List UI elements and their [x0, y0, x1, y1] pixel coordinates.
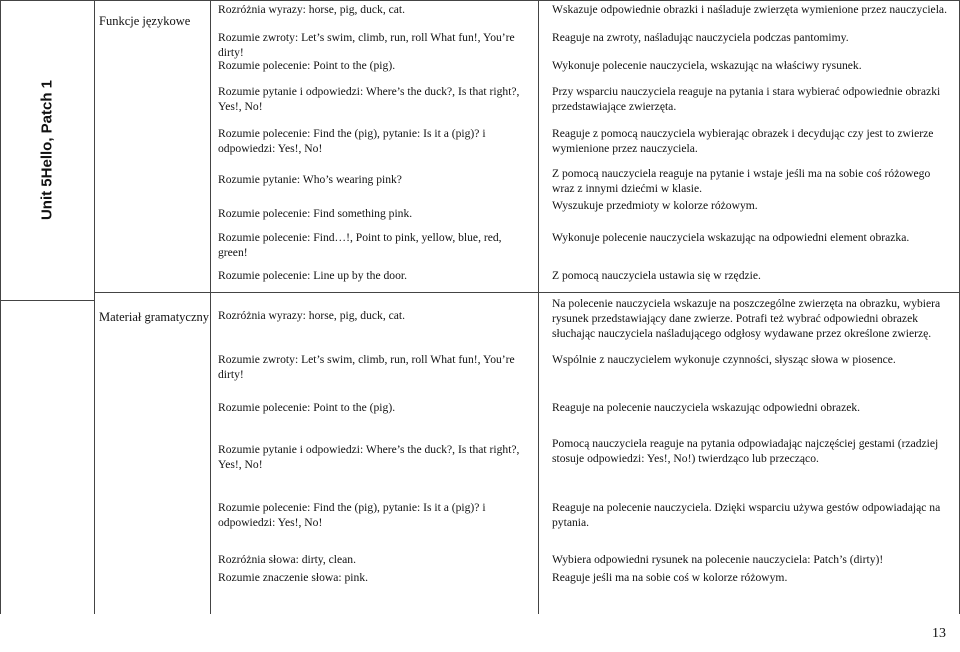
outcome-text: Reaguje na polecenie nauczyciela. Dzięki wsparciu używa gestów odpowiadając na pytania. — [552, 501, 941, 529]
outcome-text: Z pomocą nauczyciela ustawia się w rzędzie. — [552, 269, 761, 282]
skill-text: Rozumie polecenie: Point to the (pig). — [218, 59, 396, 72]
section-divider — [94, 292, 960, 293]
skill-text: Rozumie polecenie: Find something pink. — [218, 207, 413, 220]
skill-text: Rozróżnia wyrazy: horse, pig, duck, cat. — [218, 3, 406, 16]
skill-text: Rozróżnia słowa: dirty, clean. — [218, 553, 357, 566]
outcome-text: Pomocą nauczyciela reaguje na pytania odpowiadając najczęściej gestami (rzadziej stosuje odpowiedzi: Yes!, No!) twierdząco lub przecząco. — [552, 437, 939, 465]
outcome-text: Reaguje na zwroty, naśladując nauczyciela podczas pantomimy. — [552, 31, 849, 44]
skill-text: Rozumie znaczenie słowa: pink. — [218, 571, 369, 584]
outcome-text: Reaguje na polecenie nauczyciela wskazując odpowiedni obrazek. — [552, 401, 861, 414]
skill-text: Rozumie polecenie: Find…!, Point to pink, yellow, blue, red, green! — [218, 231, 502, 259]
column-divider — [210, 0, 211, 614]
skill-text: Rozumie zwroty: Let’s swim, climb, run, roll What fun!, You’re dirty! — [218, 31, 515, 59]
outcome-text: Reaguje jeśli ma na sobie coś w kolorze różowym. — [552, 571, 788, 584]
skill-text: Rozumie polecenie: Find the (pig), pytanie: Is it a (pig)? i odpowiedzi: Yes!, No! — [218, 127, 486, 155]
skill-text: Rozróżnia wyrazy: horse, pig, duck, cat. — [218, 309, 406, 322]
outcome-text: Reaguje z pomocą nauczyciela wybierając obrazek i decydując czy jest to zwierze wymienione przez nauczyciela. — [552, 127, 934, 155]
unit-label: Unit 5Hello, Patch 1 — [38, 79, 56, 221]
table-border-top — [0, 0, 960, 1]
skill-text: Rozumie pytanie i odpowiedzi: Where’s the duck?, Is that right?, Yes!, No! — [218, 85, 520, 113]
outcome-text: Z pomocą nauczyciela reaguje na pytanie i wstaje jeśli ma na sobie coś różowego wraz z innymi dziećmi w klasie. — [552, 167, 931, 195]
page-number: 13 — [932, 626, 946, 641]
outcome-text: Wykonuje polecenie nauczyciela, wskazując na właściwy rysunek. — [552, 59, 862, 72]
outcome-text: Wybiera odpowiedni rysunek na polecenie nauczyciela: Patch’s (dirty)! — [552, 553, 884, 566]
skill-text: Rozumie polecenie: Point to the (pig). — [218, 401, 396, 414]
section-functions-label: Funkcje językowe — [99, 14, 191, 28]
section-grammar-label: Materiał gramatyczny — [99, 310, 210, 324]
outcome-text: Wykonuje polecenie nauczyciela wskazując na odpowiedni element obrazka. — [552, 231, 910, 244]
outcome-text: Na polecenie nauczyciela wskazuje na poszczególne zwierzęta na obrazku, wybiera rysunek przedstawiający dane zwierze. Potrafi też wybrać odpowiedni obrazek słuchając nauczyciela naśladującego odgłosy wydawane przez określone zwierzę. — [552, 297, 941, 340]
outcome-text: Wspólnie z nauczycielem wykonuje czynności, słysząc słowa w piosence. — [552, 353, 896, 366]
skill-text: Rozumie zwroty: Let’s swim, climb, run, roll What fun!, You’re dirty! — [218, 353, 515, 381]
skill-text: Rozumie pytanie: Who’s wearing pink? — [218, 173, 402, 186]
skill-text: Rozumie polecenie: Line up by the door. — [218, 269, 407, 282]
column-divider — [94, 0, 95, 614]
skill-text: Rozumie pytanie i odpowiedzi: Where’s the duck?, Is that right?, Yes!, No! — [218, 443, 520, 471]
outcome-text: Wskazuje odpowiednie obrazki i naśladuje zwierzęta wymienione przez nauczyciela. — [552, 3, 947, 16]
unit-cell-border — [0, 300, 94, 301]
skill-text: Rozumie polecenie: Find the (pig), pytanie: Is it a (pig)? i odpowiedzi: Yes!, No! — [218, 501, 486, 529]
outcome-text: Przy wsparciu nauczyciela reaguje na pytania i stara wybierać odpowiednie obrazki przedstawiające zwierzęta. — [552, 85, 941, 113]
column-divider — [538, 0, 539, 614]
unit-label-cell — [0, 0, 94, 300]
outcome-text: Wyszukuje przedmioty w kolorze różowym. — [552, 199, 758, 212]
